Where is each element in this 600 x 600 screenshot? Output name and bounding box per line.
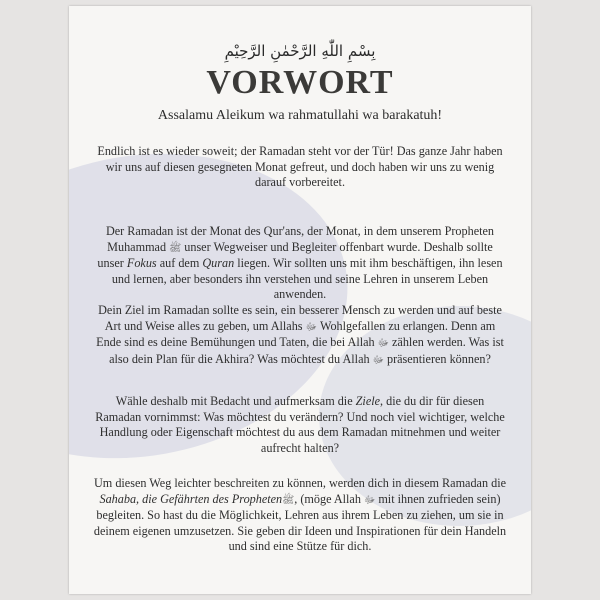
bismillah-calligraphy: بِسْمِ اللّٰهِ الرَّحْمٰنِ الرَّحِيْمِ (224, 42, 376, 60)
paragraph-4 (93, 394, 507, 456)
allah-symbol: ﷻ (305, 321, 317, 333)
text-span: Um diesen Weg leichter beschreiten zu können, werden dich in diesem Ramadan die (93, 476, 506, 490)
emphasis: Fokus (126, 256, 157, 271)
allah-symbol: ﷻ (377, 338, 389, 350)
page-title: VORWORT (206, 64, 394, 101)
text-span: , die du dir für diesen Ramadan vornimmst: Was möchtest du verändern? Und noch viel wichtiger, welche Handlung oder Eigenschaft möchtest du aus dem Ramadan mitnehmen und weiter aufrecht halten? (95, 394, 505, 455)
text-span: , (möge Allah (294, 491, 364, 506)
greeting-line: Assalamu Aleikum wa rahmatullahi wa barakatuh! (157, 108, 443, 123)
text-span: auf dem (156, 256, 203, 271)
emphasis: Quran (202, 256, 235, 271)
text-span: unser Wegweiser und Begleiter offenbart wurde. Deshalb sollte unser (97, 239, 493, 271)
book-page (69, 6, 531, 594)
paragraph-5 (93, 476, 507, 555)
text-span: zählen werden. Was ist also dein Plan für die Akhira? Was möchtest du Allah (109, 335, 504, 366)
paragraph-2 (93, 224, 507, 303)
emphasis: Ziele (355, 394, 381, 408)
allah-symbol: ﷻ (363, 494, 376, 506)
text-span: mit ihnen zufrieden sein) begleiten. So hast du die Möglichkeit, Lehren aus ihrem Leben zu ziehen, um sie in deinem eigenen umzusetzen. Sie geben dir Ideen und Inspirationen für dein Handeln und sind eine Stütze für dich. (93, 491, 507, 554)
paragraph-3 (93, 303, 507, 368)
allah-symbol: ﷻ (372, 354, 384, 366)
salawat-symbol: ﷺ (282, 494, 295, 506)
emphasis: Sahaba, die Gefährten des Propheten (99, 491, 283, 506)
text-span: Wohlgefallen zu erlangen. Denn am Ende sind es deine Bemühungen und Taten, die bei Allah (96, 318, 496, 350)
paragraph-1: Endlich ist es wieder soweit; der Ramadan steht vor der Tür! Das ganze Jahr haben wir uns auf diesen gesegneten Monat gefreut, und doch haben wir uns zu wenig darauf vorbereitet. (97, 144, 503, 190)
text-span: Der Ramadan ist der Monat des Qur'ans, der Monat, in dem unserem Propheten Muhammad (105, 224, 495, 254)
text-span: liegen. Wir sollten uns mit ihm beschäftigen, ihn lesen und lernen, aber besonders ihn verstehen und seine Lehren in unserem Leben anwenden. (111, 256, 503, 302)
text-span: Dein Ziel im Ramadan sollte es sein, ein besserer Mensch zu werden und auf beste Art und Weise alles zu geben, um Allahs (98, 303, 502, 333)
text-span: präsentieren können? (383, 351, 491, 366)
salawat-symbol: ﷺ (169, 242, 182, 254)
text-span: Wähle deshalb mit Bedacht und aufmerksam die (115, 394, 356, 408)
